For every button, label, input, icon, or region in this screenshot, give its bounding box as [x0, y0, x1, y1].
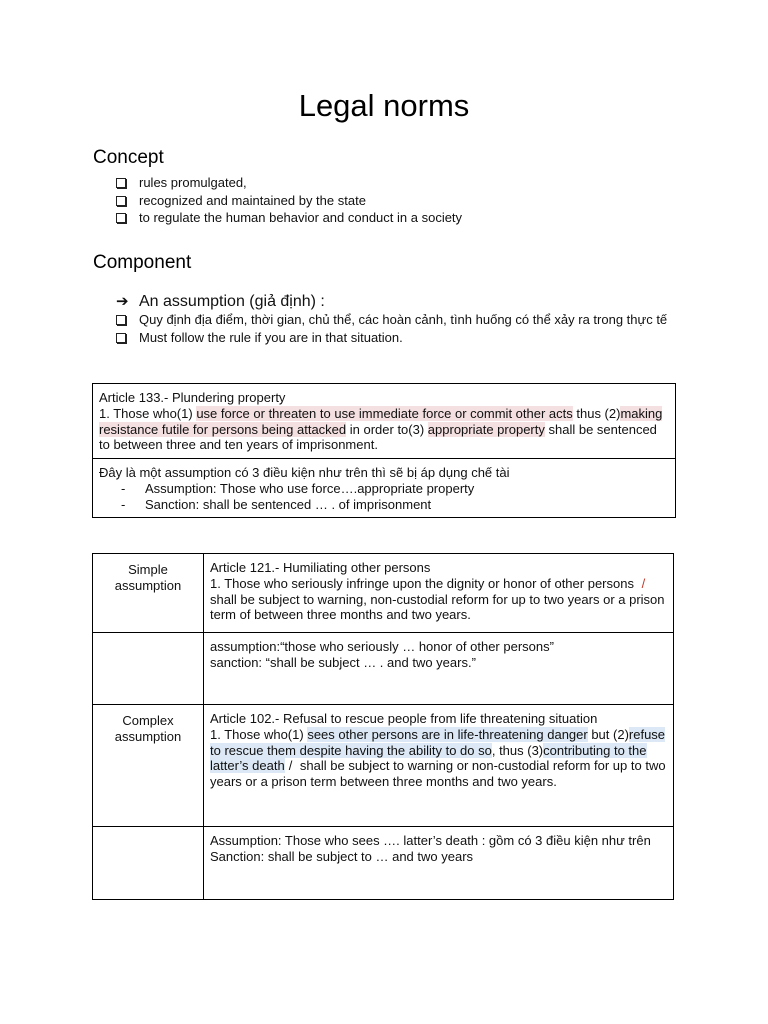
empty-cell — [93, 633, 204, 705]
list-item: recognized and maintained by the state — [116, 192, 462, 210]
complex-example-sanction: Sanction: shall be subject to … and two years — [210, 848, 474, 864]
article-133-body: 1. Those who(1) use force or threaten to use immediate force or commit other acts thus (2)making resistance futile for persons being attacked in order to(3) appropriate property shall be sentenced to between three and ten years of imprisonment. — [99, 405, 663, 453]
concept-list — [116, 174, 462, 227]
checkbox-icon — [116, 315, 126, 325]
checkbox-icon — [116, 213, 126, 223]
checkbox-icon — [116, 178, 126, 188]
page-title: Legal norms — [298, 88, 470, 123]
article-121-cell — [204, 554, 674, 633]
assumption-types-table — [92, 553, 674, 900]
arrow-right-icon: ➔ — [116, 293, 129, 310]
article-133-analysis — [93, 459, 675, 517]
checkbox-icon — [116, 333, 126, 343]
article-102-body: 1. Those who(1) sees other persons are in life-threatening danger but (2)refuse to rescue them despite having the ability to do so, thus (3)contributing to the latter’s death / shall be subject to warning or non-custodial reform for up to two years or a prison term between three months and two years. — [210, 726, 666, 790]
complex-example-assumption: Assumption: Those who sees …. latter’s death : gồm có 3 điều kiện như trên — [210, 833, 651, 848]
article-102-cell — [204, 705, 674, 827]
table-row — [93, 705, 674, 827]
empty-cell — [93, 827, 204, 900]
simple-assumption-label: Simple assumption — [93, 554, 204, 633]
list-item: - Assumption: Those who use force….appropriate property — [99, 481, 669, 497]
table-row — [93, 633, 674, 705]
article-133-title: Article 133.- Plundering property — [99, 390, 286, 405]
article-133-text — [93, 384, 675, 459]
table-row — [93, 827, 674, 900]
list-item: rules promulgated, — [116, 174, 462, 192]
table-row — [93, 554, 674, 633]
article-102-title: Article 102.- Refusal to rescue people from life threatening situation — [210, 711, 598, 726]
article-133-note: Đây là một assumption có 3 điều kiện như trên thì sẽ bị áp dụng chế tài — [99, 465, 510, 480]
simple-example-cell — [204, 633, 674, 705]
list-item: Quy định địa điểm, thời gian, chủ thể, các hoàn cảnh, tình huống có thể xảy ra trong thực tế — [116, 311, 672, 329]
list-item: to regulate the human behavior and conduct in a society — [116, 209, 462, 227]
checkbox-icon — [116, 196, 126, 206]
article-121-body: 1. Those who seriously infringe upon the dignity or honor of other persons / shall be subject to warning, non-custodial reform for up to two years or a prison term of between three months and two years. — [210, 575, 665, 623]
list-item: Must follow the rule if you are in that situation. — [116, 329, 672, 347]
article-121-title: Article 121.- Humiliating other persons — [210, 560, 431, 575]
assumption-heading: ➔ An assumption (giả định) : — [116, 293, 325, 310]
component-heading: Component — [93, 252, 192, 273]
simple-example-assumption: assumption:“those who seriously … honor of other persons” — [210, 639, 554, 654]
concept-heading: Concept — [93, 147, 164, 168]
article-133-box — [92, 383, 676, 518]
list-item: - Sanction: shall be sentenced … . of imprisonment — [99, 497, 669, 513]
complex-example-cell — [204, 827, 674, 900]
article-133-bullets — [99, 481, 669, 513]
complex-assumption-label: Complex assumption — [93, 705, 204, 827]
simple-example-sanction: sanction: “shall be subject … . and two years.” — [210, 654, 476, 670]
component-list — [116, 311, 672, 346]
